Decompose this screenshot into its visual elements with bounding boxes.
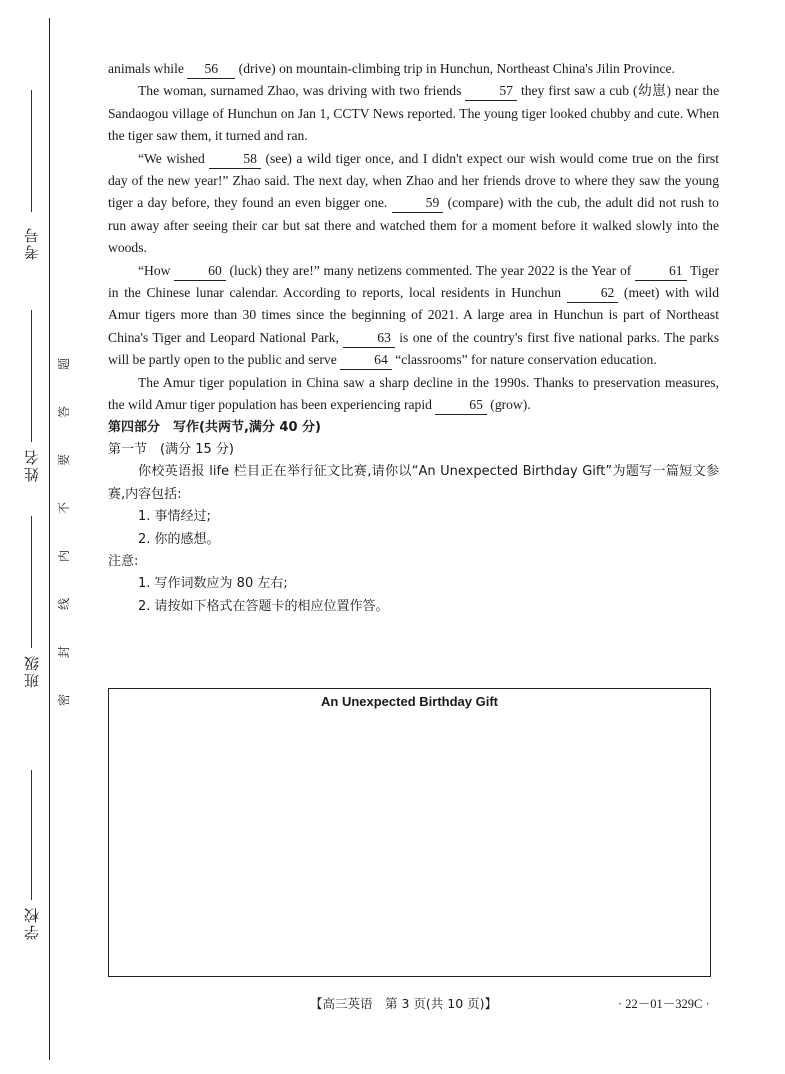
class-field[interactable] <box>22 516 40 688</box>
note-label: 注意: <box>108 553 139 569</box>
passage-text: The Amur tiger population in China saw a sharp decline in the 1990s. Thanks to preservation measures, the wild Amur tiger population has been experiencing rapid <box>108 374 719 413</box>
passage-text: (compare) with the cub, the adult did not rush to run away after seeing their car but sat there and watched them for a moment before it walked slowly into the woods. <box>108 195 719 256</box>
passage-text: (see) a wild tiger once, and I didn't expect our wish would come true on the first day of the new year!” Zhao said. The next day, when Zhao and her friends drove to where they saw the young tiger a day before, they found an even bigger one. <box>108 150 719 211</box>
exam-page-content <box>108 58 719 618</box>
passage-text: they first saw a cub ( <box>516 83 638 99</box>
exam-number-blank[interactable] <box>22 90 40 218</box>
school-underline <box>31 770 32 900</box>
school-field[interactable] <box>22 770 40 940</box>
passage-text: “classrooms” for nature conservation education. <box>391 352 657 368</box>
exam-number-underline <box>31 90 32 212</box>
name-underline <box>31 310 32 442</box>
passage-text: ) near the Sandaogou village of Hunchun on Jan 1, CCTV News reported. The young tiger looked chubby and cute. When the tiger saw them, it turned and ran. <box>108 83 720 144</box>
school-label: 学校 <box>22 906 41 940</box>
passage-paragraph <box>108 148 719 260</box>
essay-answer-box[interactable] <box>108 688 711 977</box>
note-item: 1. 写作词数应为 80 左右; <box>138 576 288 592</box>
passage-gloss: 幼崽 <box>637 83 667 100</box>
seal-char: 内 <box>56 549 71 563</box>
passage-text: (grow). <box>486 397 531 413</box>
seal-char: 线 <box>56 597 71 611</box>
passage-text: The woman, surnamed Zhao, was driving with two friends <box>138 83 466 99</box>
passage-text: (luck) they are!” many netizens commented. The year 2022 is the Year of <box>225 262 635 278</box>
blank-56[interactable]: 56 <box>187 60 235 79</box>
passage-paragraph <box>108 58 719 80</box>
exam-code: · 22－01－329C · <box>618 997 710 1011</box>
essay-title: An Unexpected Birthday Gift <box>321 694 498 709</box>
class-label: 班级 <box>22 654 41 688</box>
passage-text: animals while <box>108 61 188 76</box>
exam-number-field[interactable] <box>22 220 40 260</box>
seal-char: 答 <box>56 405 71 419</box>
name-label: 姓名 <box>22 448 41 482</box>
section-one-title: 第一节 (满分 15 分) <box>108 441 234 457</box>
passage-paragraph <box>108 372 719 417</box>
class-underline <box>31 516 32 648</box>
binding-line <box>49 18 50 1060</box>
blank-61[interactable]: 61 <box>635 262 687 281</box>
blank-64[interactable]: 64 <box>340 351 392 370</box>
passage-text: Tiger in the Chinese lunar calendar. According to reports, local residents in Hunchun <box>108 262 719 301</box>
blank-62[interactable]: 62 <box>567 284 619 303</box>
passage-text: (meet) with wild Amur tigers more than 30 times since the beginning of 2021. A large area in Hunchun is part of Northeast China's Tiger and Leopard National Park, <box>108 285 719 345</box>
name-field[interactable] <box>22 310 40 482</box>
seal-char: 密 <box>56 693 71 707</box>
seal-char: 封 <box>56 645 71 659</box>
seal-line-notice <box>56 340 72 724</box>
blank-59[interactable]: 59 <box>392 194 444 213</box>
note-item: 2. 请按如下格式在答题卡的相应位置作答。 <box>138 598 389 614</box>
blank-57[interactable]: 57 <box>465 82 517 101</box>
prompt-item: 1. 事情经过; <box>138 509 211 525</box>
seal-char: 要 <box>56 453 71 467</box>
passage-text: “We wished <box>138 150 210 166</box>
page-info: 【高三英语 第 3 页(共 10 页)】 <box>310 996 498 1011</box>
prompt-item: 2. 你的感想。 <box>138 531 220 547</box>
blank-58[interactable]: 58 <box>209 150 261 169</box>
exam-number-label: 考号 <box>22 226 41 260</box>
passage-text: is one of the country's first five national parks. The parks will be partly open to the public and serve <box>108 329 719 368</box>
seal-char: 不 <box>56 501 71 515</box>
passage-text: (drive) on mountain-climbing trip in Hunchun, Northeast China's Jilin Province. <box>235 61 675 76</box>
seal-char: 题 <box>56 357 71 371</box>
passage-paragraph <box>108 80 719 147</box>
blank-63[interactable]: 63 <box>343 329 395 348</box>
passage-paragraph <box>108 260 719 372</box>
blank-65[interactable]: 65 <box>435 396 487 415</box>
blank-60[interactable]: 60 <box>174 262 226 281</box>
part-four-title: 第四部分 写作(共两节,满分 40 分) <box>108 419 321 435</box>
page-footer <box>0 994 785 1014</box>
passage-text: “How <box>138 262 175 278</box>
writing-prompt: 你校英语报 life 栏目正在举行征文比赛,请你以“An Unexpected Birthday Gift”为题写一篇短文参赛,内容包括: <box>108 464 719 502</box>
